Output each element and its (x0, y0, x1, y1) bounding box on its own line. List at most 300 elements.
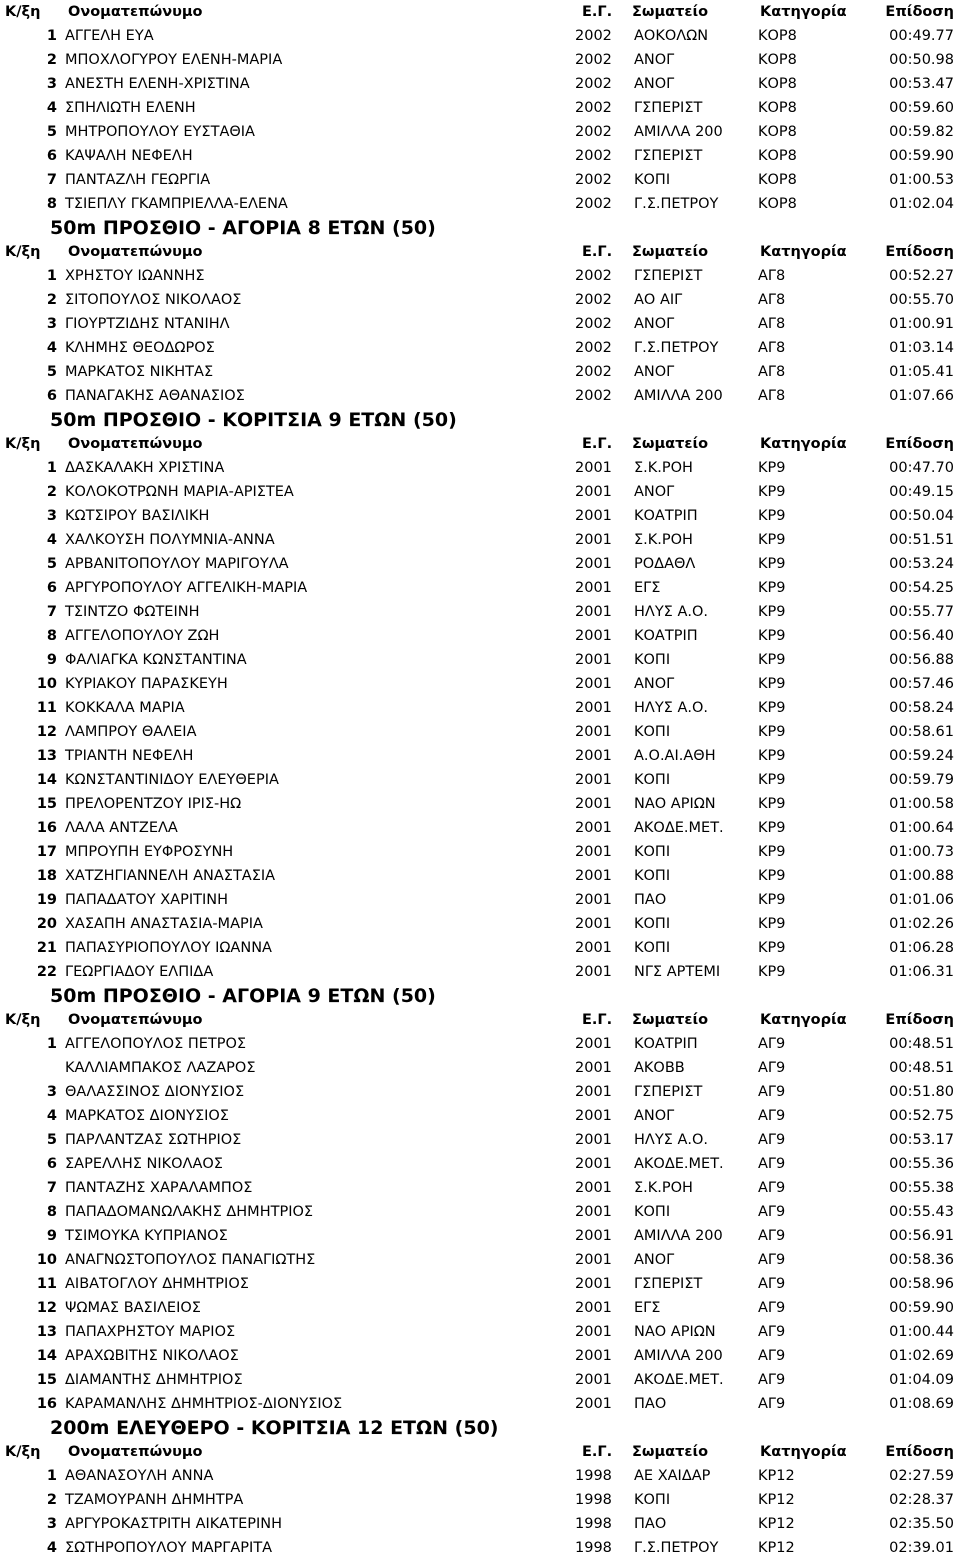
category: ΚΡ12 (758, 1516, 795, 1532)
club: ΡΟΔΑΘΛ (634, 556, 696, 572)
rank: 6 (46, 580, 57, 596)
table-header (0, 1008, 960, 1032)
category: ΑΓ9 (758, 1300, 786, 1316)
rank: 15 (36, 796, 57, 812)
birth-year: 2002 (575, 28, 612, 44)
club: ΚΟΠΙ (634, 172, 671, 188)
time: 00:52.75 (889, 1108, 954, 1124)
birth-year: 2001 (575, 1060, 612, 1076)
time: 00:55.70 (889, 292, 954, 308)
club: ΝΑΟ ΑΡΙΩΝ (634, 1324, 716, 1340)
header-time: Επίδοση (885, 244, 954, 260)
table-row (0, 312, 960, 336)
athlete-name: ΣΙΤΟΠΟΥΛΟΣ ΝΙΚΟΛΑΟΣ (65, 292, 242, 308)
athlete-name: ΔΙΑΜΑΝΤΗΣ ΔΗΜΗΤΡΙΟΣ (65, 1372, 243, 1388)
category: ΚΡ9 (758, 820, 786, 836)
category: ΚΡ9 (758, 724, 786, 740)
category: ΚΡ9 (758, 772, 786, 788)
club: ΑΚΟΔΕ.ΜΕΤ. (634, 1372, 724, 1388)
category: ΚΡ9 (758, 892, 786, 908)
rank: 13 (36, 1324, 57, 1340)
club: ΚΟΑΤΡΙΠ (634, 628, 698, 644)
time: 00:59.90 (889, 1300, 954, 1316)
time: 02:39.01 (889, 1540, 954, 1556)
time: 00:53.24 (889, 556, 954, 572)
table-row (0, 1296, 960, 1320)
rank: 14 (36, 1348, 57, 1364)
birth-year: 2001 (575, 772, 612, 788)
table-row (0, 768, 960, 792)
header-time: Επίδοση (885, 1444, 954, 1460)
table-row (0, 168, 960, 192)
time: 00:55.43 (889, 1204, 954, 1220)
header-rank: Κ/ξη (5, 4, 41, 20)
category: ΚΡ9 (758, 964, 786, 980)
time: 00:49.15 (889, 484, 954, 500)
table-row (0, 600, 960, 624)
birth-year: 1998 (575, 1516, 612, 1532)
header-category: Κατηγορία (760, 1444, 847, 1460)
athlete-name: ΚΑΨΑΛΗ ΝΕΦΕΛΗ (65, 148, 193, 164)
club: ΚΟΠΙ (634, 772, 671, 788)
time: 00:59.24 (889, 748, 954, 764)
club: ΓΣΠΕΡΙΣΤ (634, 100, 703, 116)
rank: 21 (36, 940, 57, 956)
birth-year: 2001 (575, 892, 612, 908)
time: 00:56.88 (889, 652, 954, 668)
header-category: Κατηγορία (760, 244, 847, 260)
time: 00:55.36 (889, 1156, 954, 1172)
header-time: Επίδοση (885, 1012, 954, 1028)
athlete-name: ΑΝΕΣΤΗ ΕΛΕΝΗ-ΧΡΙΣΤΙΝΑ (65, 76, 250, 92)
birth-year: 2002 (575, 316, 612, 332)
athlete-name: ΜΑΡΚΑΤΟΣ ΝΙΚΗΤΑΣ (65, 364, 214, 380)
birth-year: 2001 (575, 1396, 612, 1412)
time: 01:06.31 (889, 964, 954, 980)
club: Σ.Κ.ΡΟΗ (634, 1180, 693, 1196)
table-row (0, 1320, 960, 1344)
rank: 2 (46, 1492, 57, 1508)
table-row (0, 1368, 960, 1392)
rank: 2 (46, 52, 57, 68)
rank: 7 (46, 604, 57, 620)
table-row (0, 360, 960, 384)
athlete-name: ΔΑΣΚΑΛΑΚΗ ΧΡΙΣΤΙΝΑ (65, 460, 225, 476)
club: ΑΟ ΑΙΓ (634, 292, 683, 308)
birth-year: 2001 (575, 1108, 612, 1124)
category: ΑΓ9 (758, 1132, 786, 1148)
birth-year: 2001 (575, 916, 612, 932)
header-category: Κατηγορία (760, 436, 847, 452)
club: ΑΟΚΟΛΩΝ (634, 28, 709, 44)
category: ΚΡ9 (758, 484, 786, 500)
rank: 14 (36, 772, 57, 788)
table-row (0, 1344, 960, 1368)
club: ΓΣΠΕΡΙΣΤ (634, 148, 703, 164)
athlete-name: ΧΡΗΣΤΟΥ ΙΩΑΝΝΗΣ (65, 268, 205, 284)
birth-year: 2002 (575, 172, 612, 188)
birth-year: 2001 (575, 1180, 612, 1196)
header-birth-year: Ε.Γ. (582, 1444, 613, 1460)
header-athlete-name: Ονοματεπώνυμο (68, 4, 203, 20)
athlete-name: ΚΩΝΣΤΑΝΤΙΝΙΔΟΥ ΕΛΕΥΘΕΡΙΑ (65, 772, 279, 788)
table-row (0, 792, 960, 816)
athlete-name: ΠΡΕΛΟΡΕΝΤΖΟΥ ΙΡΙΣ-ΗΩ (65, 796, 242, 812)
time: 01:00.91 (889, 316, 954, 332)
table-row (0, 1248, 960, 1272)
rank: 6 (46, 1156, 57, 1172)
category: ΚΟΡ8 (758, 124, 797, 140)
rank: 2 (46, 292, 57, 308)
club: ΚΟΠΙ (634, 868, 671, 884)
table-row (0, 480, 960, 504)
time: 01:00.88 (889, 868, 954, 884)
header-time: Επίδοση (885, 4, 954, 20)
rank: 17 (36, 844, 57, 860)
time: 00:53.47 (889, 76, 954, 92)
category: ΑΓ8 (758, 388, 786, 404)
table-row (0, 1224, 960, 1248)
category: ΚΡ9 (758, 460, 786, 476)
time: 01:02.69 (889, 1348, 954, 1364)
birth-year: 1998 (575, 1540, 612, 1556)
category: ΚΡ9 (758, 868, 786, 884)
category: ΑΓ8 (758, 316, 786, 332)
athlete-name: ΑΓΓΕΛΟΠΟΥΛΟΣ ΠΕΤΡΟΣ (65, 1036, 247, 1052)
table-row (0, 1176, 960, 1200)
time: 00:59.82 (889, 124, 954, 140)
header-rank: Κ/ξη (5, 436, 41, 452)
time: 01:07.66 (889, 388, 954, 404)
birth-year: 2001 (575, 1156, 612, 1172)
club: ΑΚΟΔΕ.ΜΕΤ. (634, 1156, 724, 1172)
athlete-name: ΠΑΝΤΑΖΛΗ ΓΕΩΡΓΙΑ (65, 172, 211, 188)
time: 01:02.04 (889, 196, 954, 212)
table-row (0, 1056, 960, 1080)
birth-year: 1998 (575, 1492, 612, 1508)
time: 00:56.91 (889, 1228, 954, 1244)
table-row (0, 720, 960, 744)
time: 01:08.69 (889, 1396, 954, 1412)
time: 01:00.64 (889, 820, 954, 836)
table-row (0, 144, 960, 168)
table-row (0, 1464, 960, 1488)
table-row (0, 1152, 960, 1176)
table-row (0, 1392, 960, 1416)
birth-year: 2001 (575, 724, 612, 740)
athlete-name: ΚΟΛΟΚΟΤΡΩΝΗ ΜΑΡΙΑ-ΑΡΙΣΤΕΑ (65, 484, 294, 500)
category: ΚΡ9 (758, 508, 786, 524)
athlete-name: ΑΝΑΓΝΩΣΤΟΠΟΥΛΟΣ ΠΑΝΑΓΙΩΤΗΣ (65, 1252, 316, 1268)
header-athlete-name: Ονοματεπώνυμο (68, 436, 203, 452)
rank: 4 (46, 340, 57, 356)
athlete-name: ΚΟΚΚΑΛΑ ΜΑΡΙΑ (65, 700, 185, 716)
rank: 3 (46, 1516, 57, 1532)
table-row (0, 1128, 960, 1152)
rank: 12 (36, 1300, 57, 1316)
table-row (0, 576, 960, 600)
athlete-name: ΠΑΠΑΧΡΗΣΤΟΥ ΜΑΡΙΟΣ (65, 1324, 236, 1340)
time: 00:56.40 (889, 628, 954, 644)
rank: 19 (36, 892, 57, 908)
header-rank: Κ/ξη (5, 1012, 41, 1028)
table-row (0, 888, 960, 912)
rank: 13 (36, 748, 57, 764)
table-row (0, 624, 960, 648)
rank: 5 (46, 364, 57, 380)
club: ΑΝΟΓ (634, 364, 675, 380)
rank: 11 (36, 1276, 57, 1292)
athlete-name: ΚΥΡΙΑΚΟΥ ΠΑΡΑΣΚΕΥΗ (65, 676, 228, 692)
athlete-name: ΧΑΛΚΟΥΣΗ ΠΟΛΥΜΝΙΑ-ΑΝΝΑ (65, 532, 275, 548)
header-athlete-name: Ονοματεπώνυμο (68, 1012, 203, 1028)
category: ΑΓ9 (758, 1276, 786, 1292)
time: 00:51.80 (889, 1084, 954, 1100)
club: ΓΣΠΕΡΙΣΤ (634, 1084, 703, 1100)
table-row (0, 528, 960, 552)
time: 01:02.26 (889, 916, 954, 932)
birth-year: 2001 (575, 1204, 612, 1220)
header-birth-year: Ε.Γ. (582, 1012, 613, 1028)
time: 00:48.51 (889, 1036, 954, 1052)
athlete-name: ΤΣΙΜΟΥΚΑ ΚΥΠΡΙΑΝΟΣ (65, 1228, 228, 1244)
club: Γ.Σ.ΠΕΤΡΟΥ (634, 196, 719, 212)
athlete-name: ΠΑΡΛΑΝΤΖΑΣ ΣΩΤΗΡΙΟΣ (65, 1132, 242, 1148)
athlete-name: ΑΡΒΑΝΙΤΟΠΟΥΛΟΥ ΜΑΡΙΓΟΥΛΑ (65, 556, 289, 572)
birth-year: 2001 (575, 556, 612, 572)
table-header (0, 1440, 960, 1464)
category: ΑΓ9 (758, 1036, 786, 1052)
header-birth-year: Ε.Γ. (582, 244, 613, 260)
athlete-name: ΛΑΜΠΡΟΥ ΘΑΛΕΙΑ (65, 724, 197, 740)
birth-year: 2001 (575, 652, 612, 668)
time: 01:05.41 (889, 364, 954, 380)
table-header (0, 0, 960, 24)
athlete-name: ΠΑΠΑΣΥΡΙΟΠΟΥΛΟΥ ΙΩΑΝΝΑ (65, 940, 272, 956)
time: 00:58.61 (889, 724, 954, 740)
rank: 3 (46, 76, 57, 92)
rank: 6 (46, 388, 57, 404)
birth-year: 2001 (575, 1084, 612, 1100)
athlete-name: ΘΑΛΑΣΣΙΝΟΣ ΔΙΟΝΥΣΙΟΣ (65, 1084, 245, 1100)
category: ΚΡ9 (758, 676, 786, 692)
rank: 4 (46, 100, 57, 116)
club: Σ.Κ.ΡΟΗ (634, 532, 693, 548)
birth-year: 2001 (575, 964, 612, 980)
table-row (0, 192, 960, 216)
athlete-name: ΜΠΡΟΥΠΗ ΕΥΦΡΟΣΥΝΗ (65, 844, 234, 860)
club: ΗΛΥΣ Α.Ο. (634, 604, 709, 620)
club: ΗΛΥΣ Α.Ο. (634, 1132, 709, 1148)
time: 02:27.59 (889, 1468, 954, 1484)
club: ΚΟΠΙ (634, 916, 671, 932)
category: ΚΡ9 (758, 628, 786, 644)
category: ΚΡ9 (758, 916, 786, 932)
athlete-name: ΑΙΒΑΤΟΓΛΟΥ ΔΗΜΗΤΡΙΟΣ (65, 1276, 249, 1292)
category: ΑΓ9 (758, 1396, 786, 1412)
time: 00:59.60 (889, 100, 954, 116)
club: ΚΟΑΤΡΙΠ (634, 508, 698, 524)
athlete-name: ΓΕΩΡΓΙΑΔΟΥ ΕΛΠΙΔΑ (65, 964, 214, 980)
table-row (0, 120, 960, 144)
birth-year: 2001 (575, 748, 612, 764)
table-row (0, 96, 960, 120)
club: ΑΜΙΛΛΑ 200 (634, 124, 723, 140)
club: ΠΑΟ (634, 1396, 667, 1412)
time: 00:58.96 (889, 1276, 954, 1292)
rank: 15 (36, 1372, 57, 1388)
table-row (0, 1200, 960, 1224)
event-title: 200m ΕΛΕΥΘΕΡΟ - ΚΟΡΙΤΣΙΑ 12 ΕΤΩΝ (50) (50, 1417, 499, 1439)
rank: 1 (46, 460, 57, 476)
birth-year: 2001 (575, 1132, 612, 1148)
table-row (0, 744, 960, 768)
athlete-name: ΓΙΟΥΡΤΖΙΔΗΣ ΝΤΑΝΙΗΛ (65, 316, 230, 332)
birth-year: 2001 (575, 868, 612, 884)
athlete-name: ΧΑΤΖΗΓΙΑΝΝΕΛΗ ΑΝΑΣΤΑΣΙΑ (65, 868, 276, 884)
rank: 9 (46, 1228, 57, 1244)
category: ΑΓ9 (758, 1324, 786, 1340)
club: ΑΝΟΓ (634, 316, 675, 332)
time: 00:55.77 (889, 604, 954, 620)
club: ΚΟΠΙ (634, 844, 671, 860)
category: ΑΓ9 (758, 1204, 786, 1220)
rank: 8 (46, 1204, 57, 1220)
category: ΚΡ9 (758, 700, 786, 716)
club: ΑΕ ΧΑΙΔΑΡ (634, 1468, 711, 1484)
time: 00:58.24 (889, 700, 954, 716)
time: 01:00.73 (889, 844, 954, 860)
birth-year: 2002 (575, 52, 612, 68)
time: 01:06.28 (889, 940, 954, 956)
table-row (0, 288, 960, 312)
header-club: Σωματείο (632, 4, 709, 20)
time: 01:00.44 (889, 1324, 954, 1340)
table-row (0, 1512, 960, 1536)
club: ΕΓΣ (634, 1300, 661, 1316)
athlete-name: ΚΛΗΜΗΣ ΘΕΟΔΩΡΟΣ (65, 340, 215, 356)
table-row (0, 1536, 960, 1560)
birth-year: 2001 (575, 1228, 612, 1244)
time: 00:52.27 (889, 268, 954, 284)
table-row (0, 648, 960, 672)
birth-year: 2002 (575, 100, 612, 116)
category: ΚΟΡ8 (758, 148, 797, 164)
table-row (0, 912, 960, 936)
club: ΑΝΟΓ (634, 676, 675, 692)
athlete-name: ΑΘΑΝΑΣΟΥΛΗ ΑΝΝΑ (65, 1468, 214, 1484)
time: 00:53.17 (889, 1132, 954, 1148)
birth-year: 2001 (575, 796, 612, 812)
athlete-name: ΠΑΝΤΑΖΗΣ ΧΑΡΑΛΑΜΠΟΣ (65, 1180, 253, 1196)
event-title: 50m ΠΡΟΣΘΙΟ - ΑΓΟΡΙΑ 9 ΕΤΩΝ (50) (50, 985, 436, 1007)
category: ΚΟΡ8 (758, 28, 797, 44)
category: ΚΡ9 (758, 652, 786, 668)
athlete-name: ΤΡΙΑΝΤΗ ΝΕΦΕΛΗ (65, 748, 194, 764)
table-row (0, 72, 960, 96)
header-club: Σωματείο (632, 244, 709, 260)
table-row (0, 1104, 960, 1128)
club: ΚΟΠΙ (634, 1492, 671, 1508)
header-club: Σωματείο (632, 436, 709, 452)
club: ΚΟΠΙ (634, 940, 671, 956)
rank: 16 (36, 820, 57, 836)
club: ΝΑΟ ΑΡΙΩΝ (634, 796, 716, 812)
category: ΑΓ8 (758, 268, 786, 284)
birth-year: 2001 (575, 1300, 612, 1316)
club: ΚΟΠΙ (634, 1204, 671, 1220)
birth-year: 2001 (575, 676, 612, 692)
time: 00:57.46 (889, 676, 954, 692)
time: 00:51.51 (889, 532, 954, 548)
athlete-name: ΚΩΤΣΙΡΟΥ ΒΑΣΙΛΙΚΗ (65, 508, 210, 524)
rank: 3 (46, 316, 57, 332)
club: ΑΝΟΓ (634, 484, 675, 500)
club: Σ.Κ.ΡΟΗ (634, 460, 693, 476)
time: 01:01.06 (889, 892, 954, 908)
birth-year: 2001 (575, 1348, 612, 1364)
birth-year: 2002 (575, 340, 612, 356)
birth-year: 2002 (575, 268, 612, 284)
table-row (0, 264, 960, 288)
club: ΚΟΠΙ (634, 724, 671, 740)
rank: 4 (46, 1108, 57, 1124)
athlete-name: ΤΣΙΕΠΛΥ ΓΚΑΜΠΡΙΕΛΛΑ-ΕΛΕΝΑ (65, 196, 288, 212)
category: ΚΟΡ8 (758, 76, 797, 92)
club: ΚΟΠΙ (634, 652, 671, 668)
birth-year: 2001 (575, 1324, 612, 1340)
athlete-name: ΑΡΑΧΩΒΙΤΗΣ ΝΙΚΟΛΑΟΣ (65, 1348, 239, 1364)
birth-year: 2002 (575, 364, 612, 380)
rank: 8 (46, 196, 57, 212)
header-birth-year: Ε.Γ. (582, 436, 613, 452)
birth-year: 2001 (575, 820, 612, 836)
rank: 1 (46, 28, 57, 44)
header-club: Σωματείο (632, 1444, 709, 1460)
rank: 16 (36, 1396, 57, 1412)
category: ΑΓ9 (758, 1228, 786, 1244)
time: 00:47.70 (889, 460, 954, 476)
rank: 4 (46, 532, 57, 548)
time: 00:48.51 (889, 1060, 954, 1076)
header-time: Επίδοση (885, 436, 954, 452)
club: ΑΝΟΓ (634, 52, 675, 68)
athlete-name: ΠΑΠΑΔΟΜΑΝΩΛΑΚΗΣ ΔΗΜΗΤΡΙΟΣ (65, 1204, 314, 1220)
category: ΚΡ9 (758, 604, 786, 620)
club: ΕΓΣ (634, 580, 661, 596)
club: ΠΑΟ (634, 1516, 667, 1532)
club: ΑΜΙΛΛΑ 200 (634, 388, 723, 404)
athlete-name: ΣΑΡΕΛΛΗΣ ΝΙΚΟΛΑΟΣ (65, 1156, 223, 1172)
header-category: Κατηγορία (760, 4, 847, 20)
time: 00:59.90 (889, 148, 954, 164)
event-title: 50m ΠΡΟΣΘΙΟ - ΚΟΡΙΤΣΙΑ 9 ΕΤΩΝ (50) (50, 409, 457, 431)
category: ΚΡ9 (758, 940, 786, 956)
header-category: Κατηγορία (760, 1012, 847, 1028)
birth-year: 2001 (575, 460, 612, 476)
table-row (0, 936, 960, 960)
birth-year: 2001 (575, 604, 612, 620)
birth-year: 2001 (575, 1036, 612, 1052)
time: 00:50.04 (889, 508, 954, 524)
category: ΚΟΡ8 (758, 100, 797, 116)
table-row (0, 552, 960, 576)
club: ΑΚΟΔΕ.ΜΕΤ. (634, 820, 724, 836)
birth-year: 2001 (575, 1252, 612, 1268)
table-row (0, 48, 960, 72)
athlete-name: ΨΩΜΑΣ ΒΑΣΙΛΕΙΟΣ (65, 1300, 201, 1316)
athlete-name: ΠΑΠΑΔΑΤΟΥ ΧΑΡΙΤΙΝΗ (65, 892, 228, 908)
